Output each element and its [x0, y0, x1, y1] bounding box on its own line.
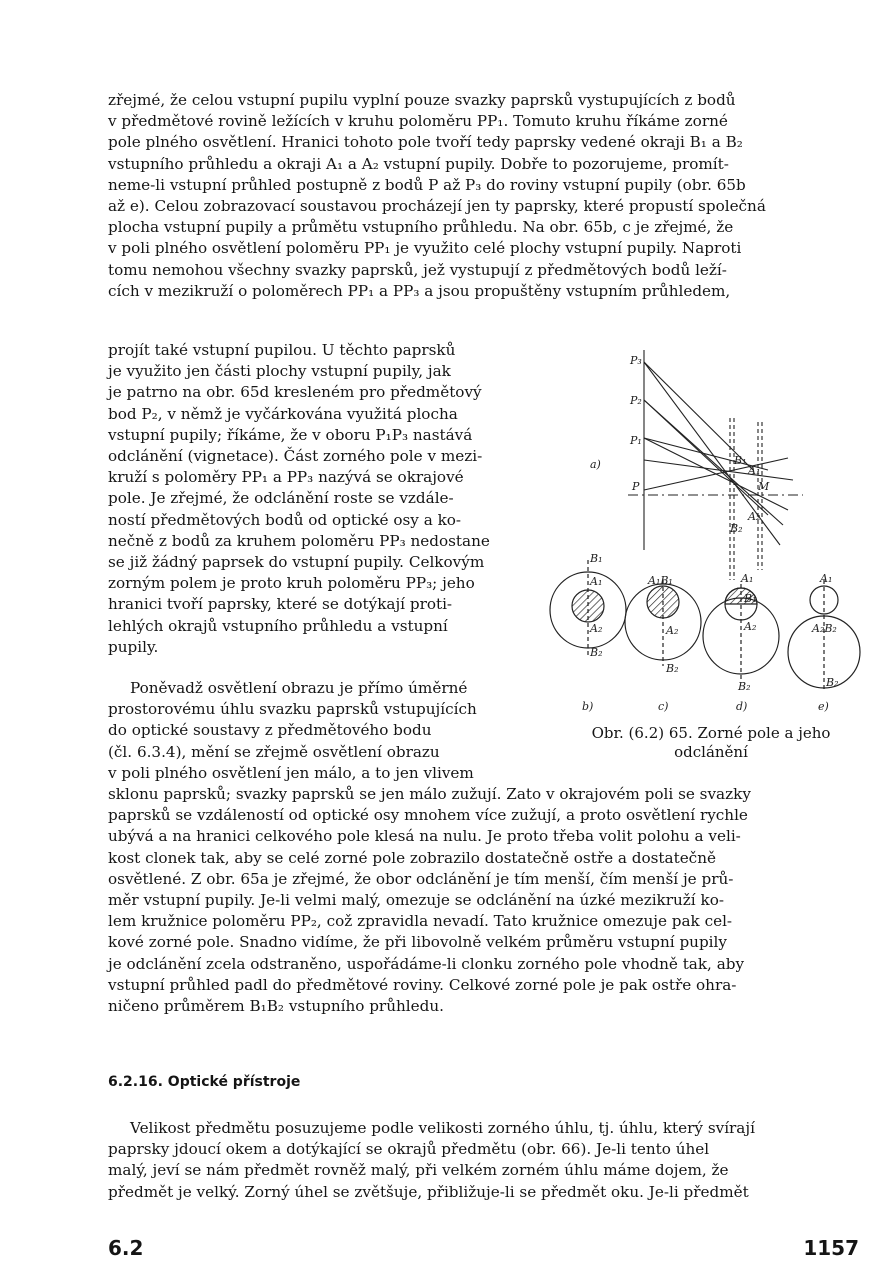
- text-line: paprsků se vzdáleností od optické osy mnohem více zužují, a proto osvětlení rychle: [108, 806, 748, 825]
- paragraph-illumination: [108, 678, 538, 784]
- text-line: bod P₂, v němž je vyčárkována využitá plocha: [108, 404, 458, 423]
- page-number: 1157: [803, 1236, 859, 1260]
- svg-text:A₂: A₂: [744, 620, 757, 633]
- text-line: plocha vstupní pupily a průmětu vstupního průhledu. Na obr. 65b, c je zřejmé, že: [108, 218, 734, 237]
- text-line: pupily.: [108, 637, 159, 656]
- paragraph-edge-field: [108, 784, 860, 1017]
- label-b1-a: B₁: [734, 454, 747, 467]
- text-line: až e). Celou zobrazovací soustavou procházejí jen ty paprsky, které propustí společná: [108, 197, 766, 216]
- pupil-diagram-c: [625, 580, 701, 666]
- text-line: Velikost předmětu posuzujeme podle velikosti zorného úhlu, tj. úhlu, který svírají: [130, 1119, 755, 1137]
- label-a1-a: A₁: [748, 464, 761, 477]
- caption-line: odclánění: [674, 743, 748, 761]
- pupil-diagram-b: [550, 560, 626, 656]
- text-line: cích v mezikruží o poloměrech PP₁ a PP₃ a jsou propuštěny vstupním průhledem,: [108, 281, 731, 300]
- label-e: e): [818, 700, 829, 713]
- svg-text:B₂: B₂: [738, 680, 751, 693]
- text-line: pole plného osvětlení. Hranici tohoto pole tvoří tedy paprsky vedené okraji B₁ a B₂: [108, 133, 743, 152]
- pupil-diagram-d: [703, 584, 779, 680]
- caption-line: Obr. (6.2) 65. Zorné pole a jeho: [591, 724, 831, 742]
- section-heading: 6.2.16. Optické přístroje: [108, 1074, 301, 1090]
- svg-text:A₁: A₁: [820, 572, 833, 585]
- text-line: zřejmé, že celou vstupní pupilu vyplní pouze svazky paprsků vystupujících z bodů: [108, 91, 736, 109]
- pupil-diagram-e: [788, 580, 860, 692]
- text-line: pole. Je zřejmé, že odclánění roste se vzdále-: [108, 489, 454, 508]
- text-line: vstupní pupily; říkáme, že v oboru P₁P₃ nastává: [108, 425, 473, 444]
- text-line: předmět je velký. Zorný úhel se zvětšuje, přibližuje-li se předmět oku. Je-li předmět: [108, 1182, 749, 1201]
- text-line: zorným polem je proto kruh poloměru PP₃; jeho: [108, 574, 475, 593]
- label-d: d): [736, 700, 748, 713]
- ray-diagram-a: [628, 350, 803, 580]
- text-line: kost clonek tak, aby se celé zorné pole zobrazilo dostatečně ostře a dostatečně: [108, 848, 716, 867]
- text-line: vstupního průhledu a okraji A₁ a A₂ vstupní pupily. Dobře to pozorujeme, promít-: [108, 154, 729, 173]
- label-p3: P₃: [630, 354, 642, 367]
- paragraph-optical-instruments: [108, 1118, 860, 1203]
- text-line: lehlých okrajů vstupního průhledu a vstupní: [108, 616, 448, 635]
- text-line: osvětlené. Z obr. 65a je zřejmé, že obor odclánění je tím menší, čím menší je prů-: [108, 869, 734, 888]
- text-line: neme-li vstupní průhled postupně z bodů P až P₃ do roviny vstupní pupily (obr. 65b: [108, 175, 746, 194]
- section-number: 6.2: [108, 1236, 144, 1260]
- text-line: projít také vstupní pupilou. U těchto paprsků: [108, 341, 456, 359]
- paragraph-vignetting: [108, 340, 538, 658]
- text-line: v předmětové rovině ležících v kruhu poloměru PP₁. Tomuto kruhu říkáme zorné: [108, 112, 728, 131]
- text-line: nečně z bodů za kruhem poloměru PP₃ nedostane: [108, 531, 490, 550]
- label-a2-a: A₂: [748, 510, 761, 523]
- text-line: tomu nemohou všechny svazky paprsků, jež vystupují z předmětových bodů leží-: [108, 260, 727, 279]
- text-line: (čl. 6.3.4), mění se zřejmě osvětlení obrazu: [108, 742, 440, 761]
- text-line: je využito jen části plochy vstupní pupily, jak: [108, 362, 451, 381]
- label-p: P: [632, 480, 640, 493]
- text-line: ničeno průměrem B₁B₂ vstupního průhledu.: [108, 997, 444, 1016]
- text-line: lem kružnice poloměru PP₂, což zpravidla nevadí. Tato kružnice omezuje pak cel-: [108, 912, 733, 931]
- svg-text:A₂: A₂: [666, 624, 679, 637]
- label-b: b): [582, 700, 594, 713]
- ray-p2-2: [644, 400, 768, 515]
- text-line: se již žádný paprsek do vstupní pupily. Celkovým: [108, 553, 485, 572]
- text-line: hranici tvoří paprsky, které se dotýkají proti-: [108, 595, 453, 614]
- figure-65-diagram: [548, 340, 870, 730]
- svg-text:A₂B₂: A₂B₂: [812, 622, 837, 635]
- svg-text:B₂: B₂: [590, 646, 603, 659]
- text-line: je odclánění zcela odstraněno, uspořádáme-li clonku zorného pole vhodně tak, aby: [108, 954, 745, 973]
- text-line: v poli plného osvětlení jen málo, a to jen vlivem: [108, 763, 474, 782]
- label-b2-a: B₂: [730, 522, 743, 535]
- text-line: odclánění (vignetace). Část zorného pole v mezi-: [108, 447, 483, 466]
- label-m: M: [758, 480, 770, 493]
- label-c: c): [658, 700, 669, 713]
- svg-text:B₂: B₂: [666, 662, 679, 675]
- text-line: malý, jeví se nám předmět rovněž malý, při velkém zorném úhlu máme dojem, že: [108, 1161, 729, 1180]
- svg-text:B₁: B₁: [744, 592, 757, 605]
- text-line: paprsky jdoucí okem a dotýkající se okrajů předmětu (obr. 66). Je-li tento úhel: [108, 1140, 710, 1159]
- svg-text:A₁B₁: A₁B₁: [648, 574, 673, 587]
- text-line: do optické soustavy z předmětového bodu: [108, 721, 432, 740]
- text-line: sklonu paprsků; svazky paprsků se jen málo zužují. Zato v okrajovém poli se svazky: [108, 785, 751, 803]
- text-line: měr vstupní pupily. Je-li velmi malý, omezuje se odclánění na úzké mezikruží ko-: [108, 891, 724, 910]
- svg-text:A₁: A₁: [590, 575, 603, 588]
- text-line: ností předmětových bodů od optické osy a ko-: [108, 510, 462, 529]
- label-a: a): [590, 458, 601, 471]
- pupil-labels-e: [811, 572, 839, 713]
- text-line: ubývá a na hranici celkového pole klesá na nulu. Je proto třeba volit polohu a veli-: [108, 827, 741, 846]
- label-p1: P₁: [630, 434, 642, 447]
- svg-text:B₂: B₂: [826, 676, 839, 689]
- svg-text:B₁: B₁: [590, 552, 603, 565]
- text-line: kové zorné pole. Snadno vidíme, že při libovolně velkém průměru vstupní pupily: [108, 933, 727, 952]
- label-p2: P₂: [630, 394, 642, 407]
- text-line: prostorovému úhlu svazku paprsků vstupujících: [108, 700, 477, 719]
- svg-text:A₂: A₂: [590, 622, 603, 635]
- pupil-labels-b: [582, 552, 603, 713]
- text-line: je patrno na obr. 65d kresleném pro předmětový: [108, 383, 482, 402]
- figure-65-field-of-view: [548, 340, 870, 760]
- text-line: kruží s poloměry PP₁ a PP₃ nazývá se okrajové: [108, 468, 464, 487]
- text-line: vstupní průhled padl do předmětové roviny. Celkové zorné pole je pak ostře ohra-: [108, 975, 737, 994]
- text-line: Poněvadž osvětlení obrazu je přímo úměrné: [130, 679, 468, 697]
- ray-diagram-labels: [590, 354, 770, 535]
- svg-text:A₁: A₁: [741, 572, 754, 585]
- text-line: v poli plného osvětlení poloměru PP₁ je využito celé plochy vstupní pupily. Naproti: [108, 239, 742, 258]
- figure-caption: [552, 724, 870, 762]
- paragraph-field-of-full-illumination: [108, 90, 860, 302]
